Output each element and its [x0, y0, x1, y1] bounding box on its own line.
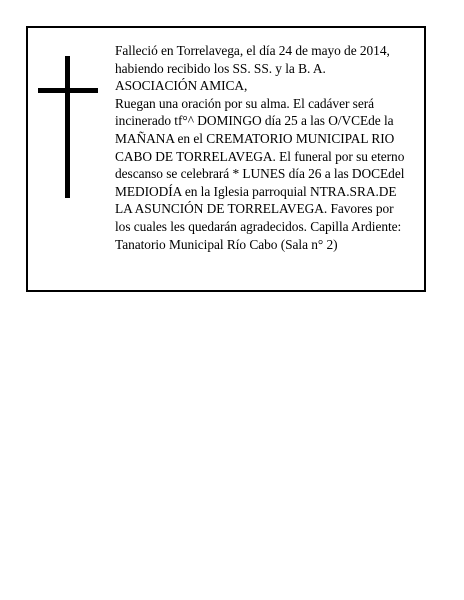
notice-line: descanso se celebrará * LUNES día 26 a las DOCEdel: [115, 166, 405, 182]
notice-line: ASOCIACIÓN AMICA,: [115, 78, 248, 94]
notice-line: habiendo recibido los SS. SS. y la B. A.: [115, 60, 326, 76]
notice-line: Ruegan una oración por su alma. El cadáver será: [115, 95, 375, 111]
notice-line: los cuales les quedarán agradecidos. Capilla Ardiente:: [115, 218, 402, 234]
notice-line: Falleció en Torrelavega, el día 24 de mayo de 2014,: [115, 43, 390, 58]
cross-vertical-bar: [65, 56, 70, 198]
latin-cross-icon: [38, 56, 98, 198]
cross-horizontal-bar: [38, 88, 98, 93]
notice-line: MAÑANA en el CREMATORIO MUNICIPAL RIO: [115, 130, 395, 146]
notice-line: MEDIODÍA en la Iglesia parroquial NTRA.SRA.DE: [115, 183, 397, 199]
notice-line: CABO DE TORRELAVEGA. El funeral por su eterno: [115, 148, 405, 164]
notice-line: incinerado tf°^ DOMINGO día 25 a las O/VCEde la: [115, 113, 394, 129]
obituary-text: [115, 42, 425, 253]
notice-line: Tanatorio Municipal Río Cabo (Sala n° 2): [115, 236, 338, 252]
notice-line: LA ASUNCIÓN DE TORRELAVEGA. Favores por: [115, 201, 394, 217]
obituary-notice: [26, 26, 426, 292]
